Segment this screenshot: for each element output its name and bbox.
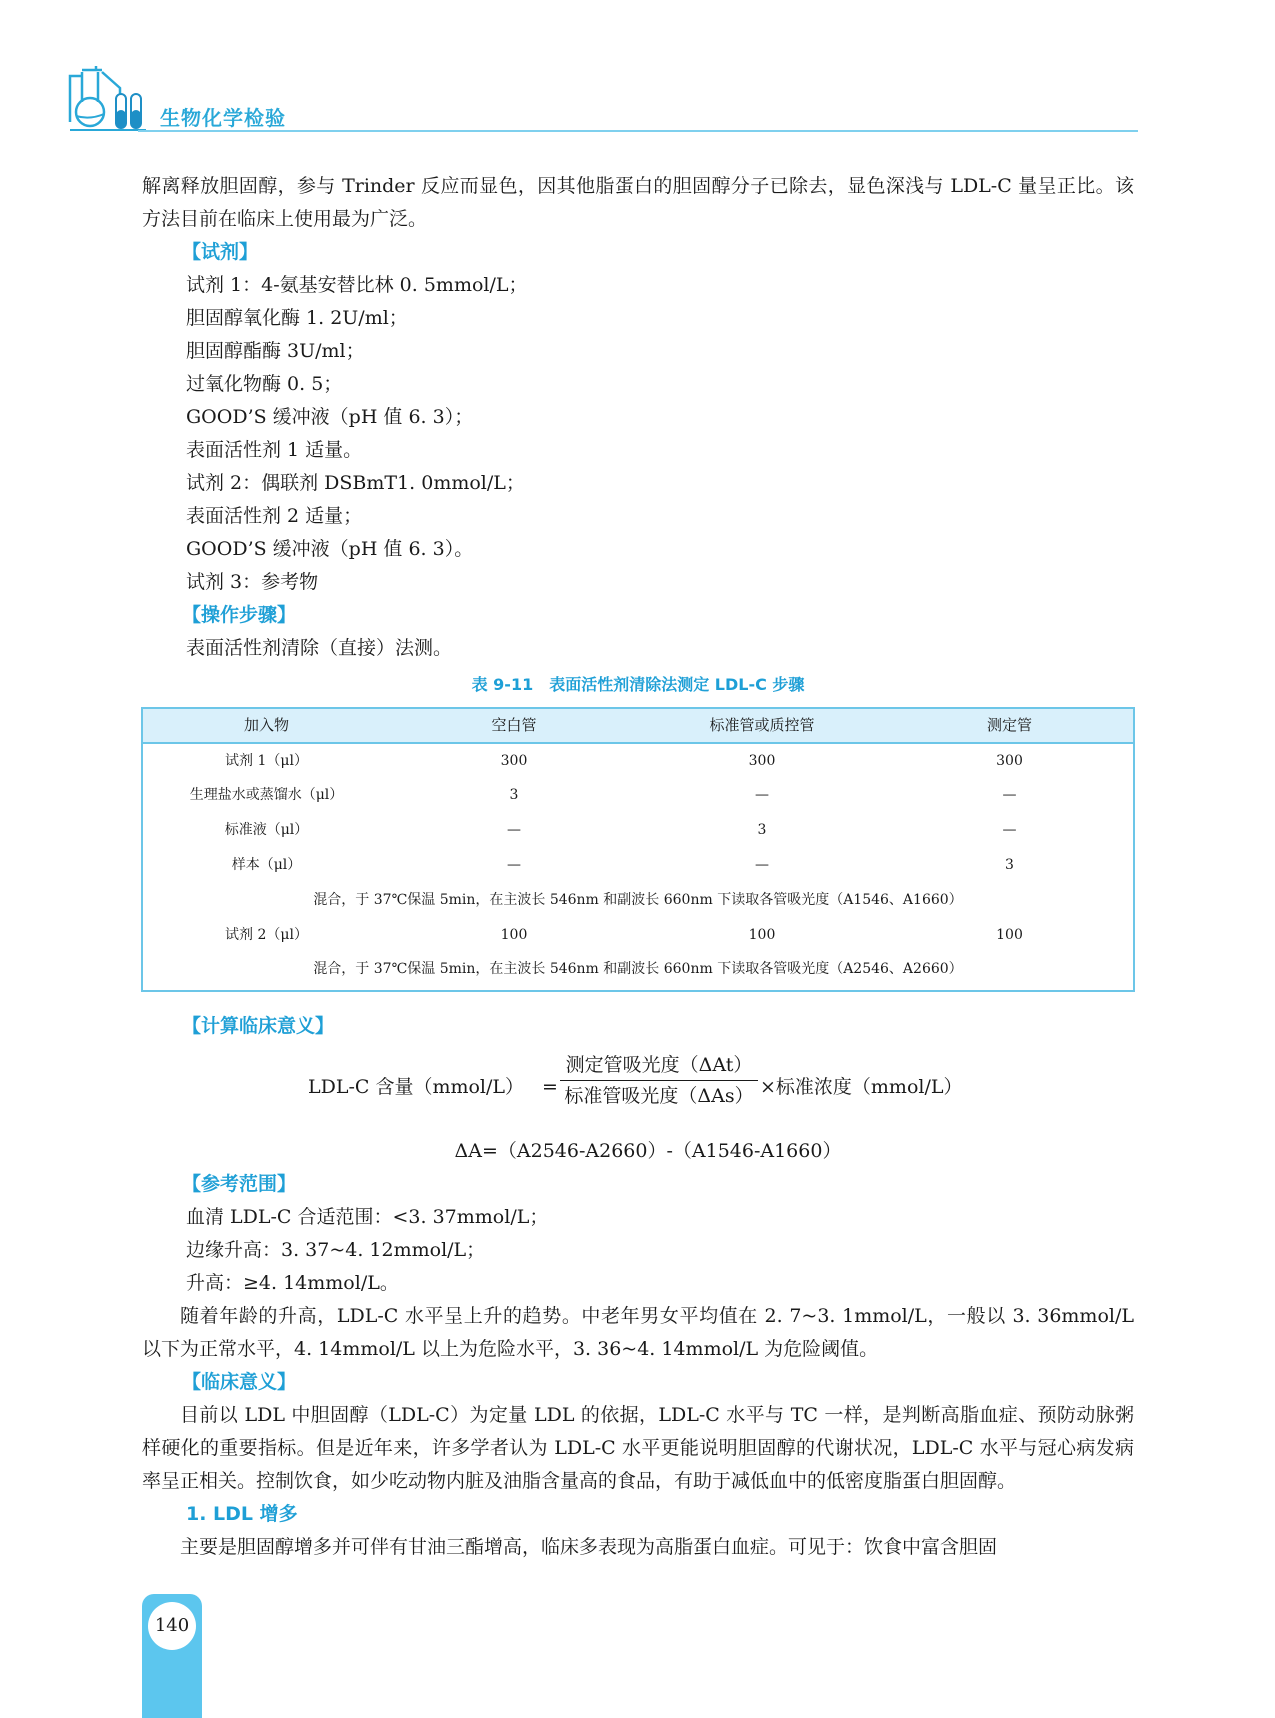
reagent-line: GOOD’S 缓冲液（pH 值 6. 3）。	[186, 538, 474, 560]
page-content	[142, 170, 1134, 1564]
table-cell: —	[507, 857, 521, 873]
table-cell: —	[755, 787, 769, 803]
column-header: 加入物	[142, 708, 390, 743]
table-row	[142, 883, 1134, 918]
table-note: 混合，于 37℃保温 5min，在主波长 546nm 和副波长 660nm 下读取各管吸光度（A1546、A1660）	[313, 892, 963, 908]
table-cell: 样本（μl）	[231, 857, 302, 873]
header-divider	[138, 130, 1138, 132]
reagent-line: 表面活性剂 1 适量。	[186, 439, 363, 461]
clinical-heading: 【临床意义】	[182, 1371, 297, 1393]
table-cell: 100	[748, 927, 776, 943]
formula-lhs: LDL-C 含量（mmol/L）	[308, 1076, 525, 1098]
formula-equals: =	[542, 1076, 558, 1098]
reference-line: 边缘升高：3. 37~4. 12mmol/L；	[186, 1239, 486, 1261]
reagent-line: 胆固醇酯酶 3U/ml；	[186, 340, 365, 362]
reagent-line: 表面活性剂 2 适量；	[186, 505, 363, 527]
reagent-line: GOOD’S 缓冲液（pH 值 6. 3）；	[186, 406, 474, 428]
formula-numerator: 测定管吸光度（ΔAt）	[565, 1054, 753, 1076]
formula-denominator: 标准管吸光度（ΔAs）	[564, 1085, 754, 1107]
table-cell: 300	[500, 752, 528, 769]
table-header-row	[142, 708, 1134, 743]
steps-heading: 【操作步骤】	[182, 604, 297, 626]
clinical-paragraph: 目前以 LDL 中胆固醇（LDL-C）为定量 LDL 的依据，LDL-C 水平与 TC 一样，是判断高脂血症、预防动脉粥样硬化的重要指标。但是近年来，许多学者认为 LDL-C 水平更能说明胆固醇的代谢状况，LDL-C 水平与冠心病发病率呈正相关。控制饮食，如少吃动物内脏及油脂含量高的食品，有助于减低血中的低密度脂蛋白胆固醇。	[142, 1404, 1134, 1492]
delta-formula: ΔA=（A2546-A2660）-（A1546-A1660）	[454, 1140, 842, 1162]
column-header: 测定管	[886, 708, 1134, 743]
formula-fraction	[560, 1051, 758, 1110]
reference-line: 血清 LDL-C 合适范围：<3. 37mmol/L；	[186, 1206, 549, 1228]
table-cell: 300	[748, 752, 776, 769]
reagent-line: 过氧化物酶 0. 5；	[186, 373, 343, 395]
table-cell: 3	[757, 822, 767, 838]
intro-paragraph: 解离释放胆固醇，参与 Trinder 反应而显色，因其他脂蛋白的胆固醇分子已除去，显色深浅与 LDL-C 量呈正比。该方法目前在临床上使用最为广泛。	[142, 175, 1134, 230]
column-header: 标准管或质控管	[638, 708, 886, 743]
table-cell: —	[1002, 787, 1017, 803]
table-cell: 试剂 2（μl）	[225, 927, 308, 943]
table-cell: —	[507, 822, 521, 838]
page-number: 140	[148, 1602, 196, 1650]
table-cell: —	[1002, 822, 1017, 838]
reagent-line: 试剂 2：偶联剂 DSBmT1. 0mmol/L；	[186, 472, 525, 494]
column-header: 空白管	[390, 708, 638, 743]
table-cell: 生理盐水或蒸馏水（μl）	[189, 787, 344, 803]
ldl-increase-heading: 1. LDL 增多	[186, 1503, 298, 1525]
table-cell: 100	[500, 927, 528, 943]
calc-heading: 【计算临床意义】	[182, 1015, 335, 1037]
table-cell: 3	[1005, 857, 1014, 873]
table-cell: —	[755, 857, 769, 873]
table-cell: 100	[996, 927, 1023, 943]
table-row	[142, 848, 1134, 883]
page-header	[68, 58, 1138, 136]
ldl-formula	[142, 1043, 1134, 1141]
reference-paragraph: 随着年龄的升高，LDL-C 水平呈上升的趋势。中老年男女平均值在 2. 7~3. 1mmol/L，一般以 3. 36mmol/L 以下为正常水平，4. 14mmol/L 以上为危险水平，3. 36~4. 14mmol/L 为危险阈值。	[142, 1305, 1134, 1360]
table-note: 混合，于 37℃保温 5min，在主波长 546nm 和副波长 660nm 下读取各管吸光度（A2546、A2660）	[313, 961, 963, 977]
table-row	[142, 813, 1134, 848]
reference-heading: 【参考范围】	[182, 1173, 297, 1195]
table-cell: 3	[509, 787, 519, 803]
table-row	[142, 778, 1134, 813]
lab-flask-test-tubes-icon	[68, 66, 146, 132]
table-caption: 表 9-11 表面活性剂清除法测定 LDL-C 步骤	[471, 675, 805, 694]
running-header-title: 生物化学检验	[160, 106, 286, 130]
reagent-line: 试剂 3：参考物	[186, 571, 319, 593]
table-cell: 300	[996, 752, 1023, 769]
reagents-heading: 【试剂】	[182, 241, 259, 263]
reagent-line: 试剂 1：4-氨基安替比林 0. 5mmol/L；	[186, 274, 528, 296]
reference-line: 升高：≥4. 14mmol/L。	[186, 1272, 399, 1294]
steps-table	[141, 707, 1135, 992]
reagent-line: 胆固醇氧化酶 1. 2U/ml；	[186, 307, 408, 329]
table-row	[142, 918, 1134, 953]
ldl-increase-paragraph: 主要是胆固醇增多并可伴有甘油三酯增高，临床多表现为高脂蛋白血症。可见于：饮食中富含胆固	[180, 1536, 998, 1558]
table-cell: 试剂 1（μl）	[225, 752, 308, 769]
steps-text: 表面活性剂清除（直接）法测。	[186, 637, 453, 659]
table-row	[142, 953, 1134, 991]
table-row	[142, 743, 1134, 778]
fraction-bar	[560, 1080, 758, 1081]
table-cell: 标准液（μl）	[224, 822, 309, 838]
formula-rhs: ×标准浓度（mmol/L）	[760, 1076, 963, 1098]
